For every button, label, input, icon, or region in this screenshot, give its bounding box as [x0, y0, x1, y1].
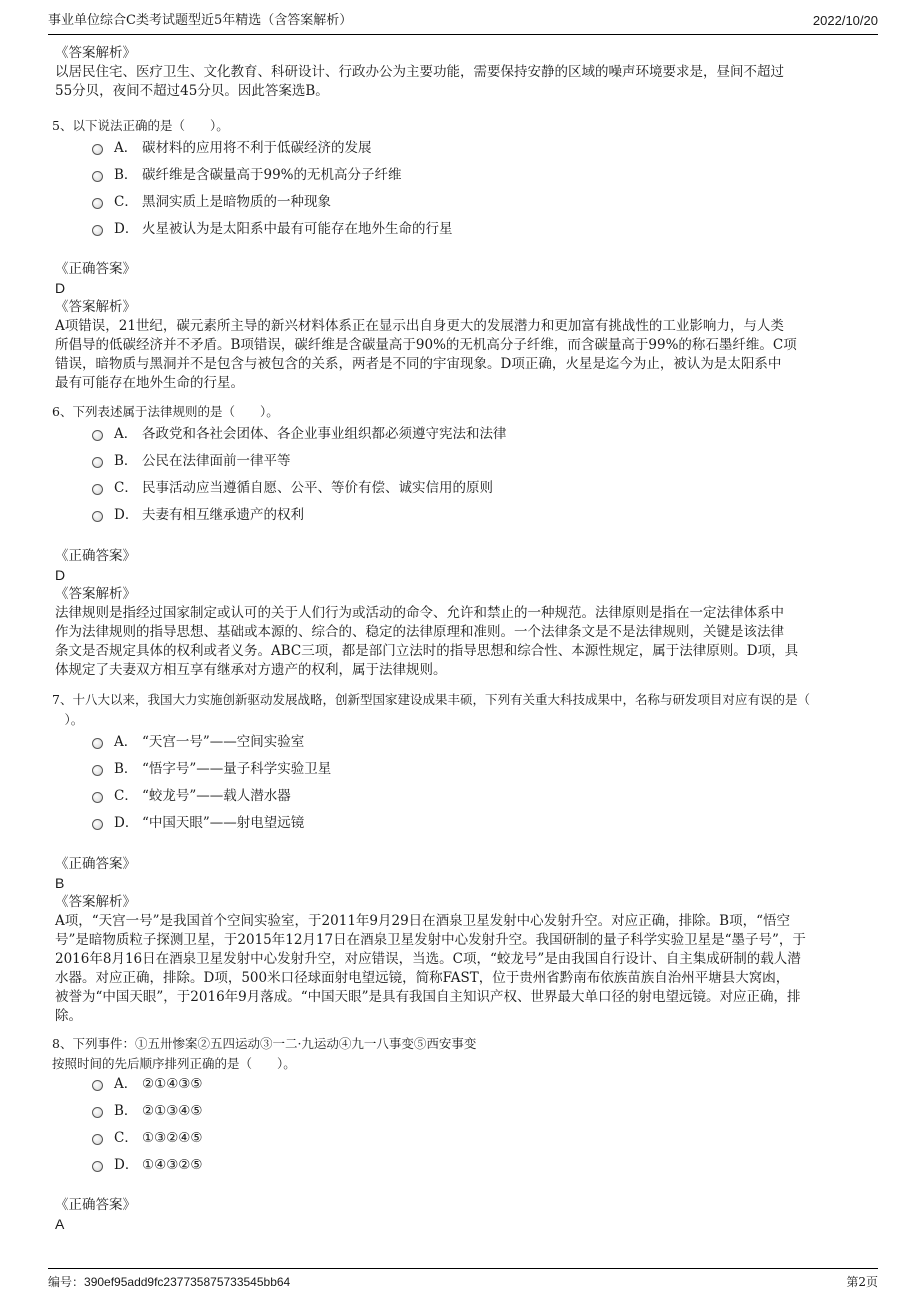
radio-button-icon[interactable] — [92, 144, 103, 155]
option-a[interactable] — [92, 1074, 852, 1101]
question-6-answer — [55, 547, 865, 680]
radio-button-icon[interactable] — [92, 1080, 103, 1091]
correct-answer-label: 《正确答案》 — [55, 261, 136, 277]
analysis-line: 作为法律规则的指导思想、基础或本源的、综合的、稳定的法律原理和准则。一个法律条文是不是法律规则，关键是该法律 — [55, 624, 784, 640]
document-code-value: 390ef95add9fc237735875733545bb64 — [84, 1275, 291, 1289]
radio-button-icon[interactable] — [92, 738, 103, 749]
option-a[interactable] — [92, 732, 852, 759]
option-d[interactable] — [92, 1155, 852, 1182]
option-letter: B． — [114, 1103, 138, 1119]
option-text: 各政党和各社会团体、各企业事业组织都必须遵守宪法和法律 — [142, 426, 507, 442]
option-c[interactable] — [92, 192, 852, 219]
question-8-answer — [55, 1196, 865, 1234]
analysis-line: 除。 — [55, 1008, 82, 1024]
option-a[interactable] — [92, 424, 852, 451]
analysis-line: 被誉为“中国天眼”，于2016年9月落成。“中国天眼”是具有我国自主知识产权、世界最大单口径的射电望远镜。对应正确，排 — [55, 989, 801, 1005]
option-text: ①③②④⑤ — [142, 1130, 203, 1146]
option-c[interactable] — [92, 786, 852, 813]
option-text: ②①③④⑤ — [142, 1103, 203, 1119]
correct-answer-label: 《正确答案》 — [55, 548, 136, 564]
option-b[interactable] — [92, 165, 852, 192]
radio-button-icon[interactable] — [92, 225, 103, 236]
option-letter: A． — [114, 734, 138, 750]
option-b[interactable] — [92, 1101, 852, 1128]
analysis-line: 水器。对应正确，排除。D项，500米口径球面射电望远镜，简称FAST，位于贵州省黔南布依族苗族自治州平塘县大窝凼， — [55, 970, 790, 986]
question-8-stem — [52, 1034, 872, 1074]
option-letter: D． — [114, 507, 139, 523]
analysis-line: 以居民住宅、医疗卫生、文化教育、科研设计、行政办公为主要功能，需要保持安静的区域的噪声环境要求是，昼间不超过 — [55, 64, 784, 80]
radio-button-icon[interactable] — [92, 511, 103, 522]
option-b[interactable] — [92, 759, 852, 786]
option-letter: C． — [114, 788, 138, 804]
option-text: 火星被认为是太阳系中最有可能存在地外生命的行星 — [142, 221, 453, 237]
radio-button-icon[interactable] — [92, 765, 103, 776]
analysis-label: 《答案解析》 — [55, 586, 136, 602]
analysis-line: 条文是否规定具体的权利或者义务。ABC三项，都是部门立法时的指导思想和综合性、本源性规定，属于法律原则。D项，具 — [55, 643, 799, 659]
question-6-options — [92, 424, 852, 532]
analysis-line: 体规定了夫妻双方相互享有继承对方遗产的权利，属于法律规则。 — [55, 662, 447, 678]
option-letter: B． — [114, 167, 138, 183]
document-date: 2022/10/20 — [812, 13, 878, 28]
question-5-stem: 5、以下说法正确的是（ ）。 — [52, 118, 229, 133]
option-d[interactable] — [92, 813, 852, 840]
option-c[interactable] — [92, 1128, 852, 1155]
option-c[interactable] — [92, 478, 852, 505]
option-text: 碳纤维是含碳量高于99%的无机高分子纤维 — [142, 167, 402, 183]
analysis-label: 《答案解析》 — [55, 45, 136, 61]
document-code — [48, 1271, 290, 1293]
question-stem-line: ）。 — [52, 712, 84, 727]
analysis-line: A项错误，21世纪，碳元素所主导的新兴材料体系正在显示出自身更大的发展潜力和更加富有挑战性的工业影响力，与人类 — [55, 318, 784, 334]
page-footer — [48, 1268, 878, 1295]
radio-button-icon[interactable] — [92, 792, 103, 803]
q4-analysis — [55, 44, 865, 101]
analysis-line: 错误，暗物质与黑洞并不是包含与被包含的关系，两者是不同的宇宙现象。D项正确，火星是迄今为止，被认为是太阳系中 — [55, 356, 782, 372]
correct-answer-label: 《正确答案》 — [55, 1197, 136, 1213]
option-letter: A． — [114, 1076, 138, 1092]
option-b[interactable] — [92, 451, 852, 478]
correct-answer: D — [55, 280, 66, 296]
option-text: “天宫一号”——空间实验室 — [142, 734, 305, 750]
analysis-line: A项，“天宫一号”是我国首个空间实验室，于2011年9月29日在酒泉卫星发射中心发射升空。对应正确，排除。B项，“悟空 — [55, 913, 790, 929]
option-letter: D． — [114, 1157, 139, 1173]
radio-button-icon[interactable] — [92, 484, 103, 495]
question-6-stem: 6、下列表述属于法律规则的是（ ）。 — [52, 404, 279, 419]
option-letter: C． — [114, 1130, 138, 1146]
question-8-options — [92, 1074, 852, 1182]
option-text: “中国天眼”——射电望远镜 — [142, 815, 305, 831]
option-text: 碳材料的应用将不利于低碳经济的发展 — [142, 140, 372, 156]
radio-button-icon[interactable] — [92, 198, 103, 209]
radio-button-icon[interactable] — [92, 819, 103, 830]
question-7-stem — [52, 690, 872, 730]
radio-button-icon[interactable] — [92, 457, 103, 468]
option-text: 公民在法律面前一律平等 — [142, 453, 291, 469]
option-text: ①④③②⑤ — [142, 1157, 203, 1173]
analysis-line: 最有可能存在地外生命的行星。 — [55, 375, 244, 391]
analysis-line: 法律规则是指经过国家制定或认可的关于人们行为或活动的命令、允许和禁止的一种规范。法律原则是指在一定法律体系中 — [55, 605, 784, 621]
correct-answer: B — [55, 875, 65, 891]
page-header — [48, 10, 878, 35]
option-d[interactable] — [92, 505, 852, 532]
analysis-line: 所倡导的低碳经济并不矛盾。B项错误，碳纤维是含碳量高于90%的无机高分子纤维，而含碳量高于99%的称石墨纤维。C项 — [55, 337, 797, 353]
correct-answer-label: 《正确答案》 — [55, 856, 136, 872]
document-title: 事业单位综合C类考试题型近5年精选（含答案解析） — [48, 13, 353, 28]
page-number: 第2页 — [846, 1275, 878, 1289]
option-text: ②①④③⑤ — [142, 1076, 203, 1092]
radio-button-icon[interactable] — [92, 1107, 103, 1118]
option-letter: D． — [114, 221, 139, 237]
option-letter: B． — [114, 453, 138, 469]
radio-button-icon[interactable] — [92, 430, 103, 441]
correct-answer: A — [55, 1216, 65, 1232]
option-text: “蛟龙号”——载人潜水器 — [142, 788, 291, 804]
analysis-line: 55分贝，夜间不超过45分贝。因此答案选B。 — [55, 83, 329, 99]
question-5-options — [92, 138, 852, 246]
analysis-line: 号”是暗物质粒子探测卫星，于2015年12月17日在酒泉卫星发射中心发射升空。我国研制的量子科学实验卫星是“墨子号”，于 — [55, 932, 806, 948]
document-code-label: 编号： — [48, 1275, 85, 1289]
option-text: 黑洞实质上是暗物质的一种现象 — [142, 194, 331, 210]
option-d[interactable] — [92, 219, 852, 246]
option-text: 民事活动应当遵循自愿、公平、等价有偿、诚实信用的原则 — [142, 480, 493, 496]
analysis-label: 《答案解析》 — [55, 894, 136, 910]
radio-button-icon[interactable] — [92, 1134, 103, 1145]
correct-answer: D — [55, 567, 66, 583]
option-text: 夫妻有相互继承遗产的权利 — [142, 507, 304, 523]
radio-button-icon[interactable] — [92, 1161, 103, 1172]
analysis-line: 2016年8月16日在酒泉卫星发射中心发射升空，对应错误，当选。C项，“蛟龙号”是由我国自行设计、自主集成研制的载人潜 — [55, 951, 801, 967]
analysis-label: 《答案解析》 — [55, 299, 136, 315]
question-7-answer — [55, 855, 865, 1026]
radio-button-icon[interactable] — [92, 171, 103, 182]
question-5-answer — [55, 260, 865, 393]
option-a[interactable] — [92, 138, 852, 165]
option-text: “悟字号”——量子科学实验卫星 — [142, 761, 332, 777]
option-letter: B． — [114, 761, 138, 777]
question-stem-line: 按照时间的先后顺序排列正确的是（ ）。 — [52, 1056, 296, 1071]
question-7-options — [92, 732, 852, 840]
question-stem-line: 7、十八大以来，我国大力实施创新驱动发展战略，创新型国家建设成果丰硕，下列有关重大科技成果中，名称与研发项目对应有误的是（ — [52, 692, 810, 707]
question-stem-line: 8、下列事件：①五卅惨案②五四运动③一二·九运动④九一八事变⑤西安事变 — [52, 1036, 477, 1051]
option-letter: A． — [114, 426, 138, 442]
option-letter: D． — [114, 815, 139, 831]
option-letter: C． — [114, 194, 138, 210]
option-letter: C． — [114, 480, 138, 496]
option-letter: A． — [114, 140, 138, 156]
